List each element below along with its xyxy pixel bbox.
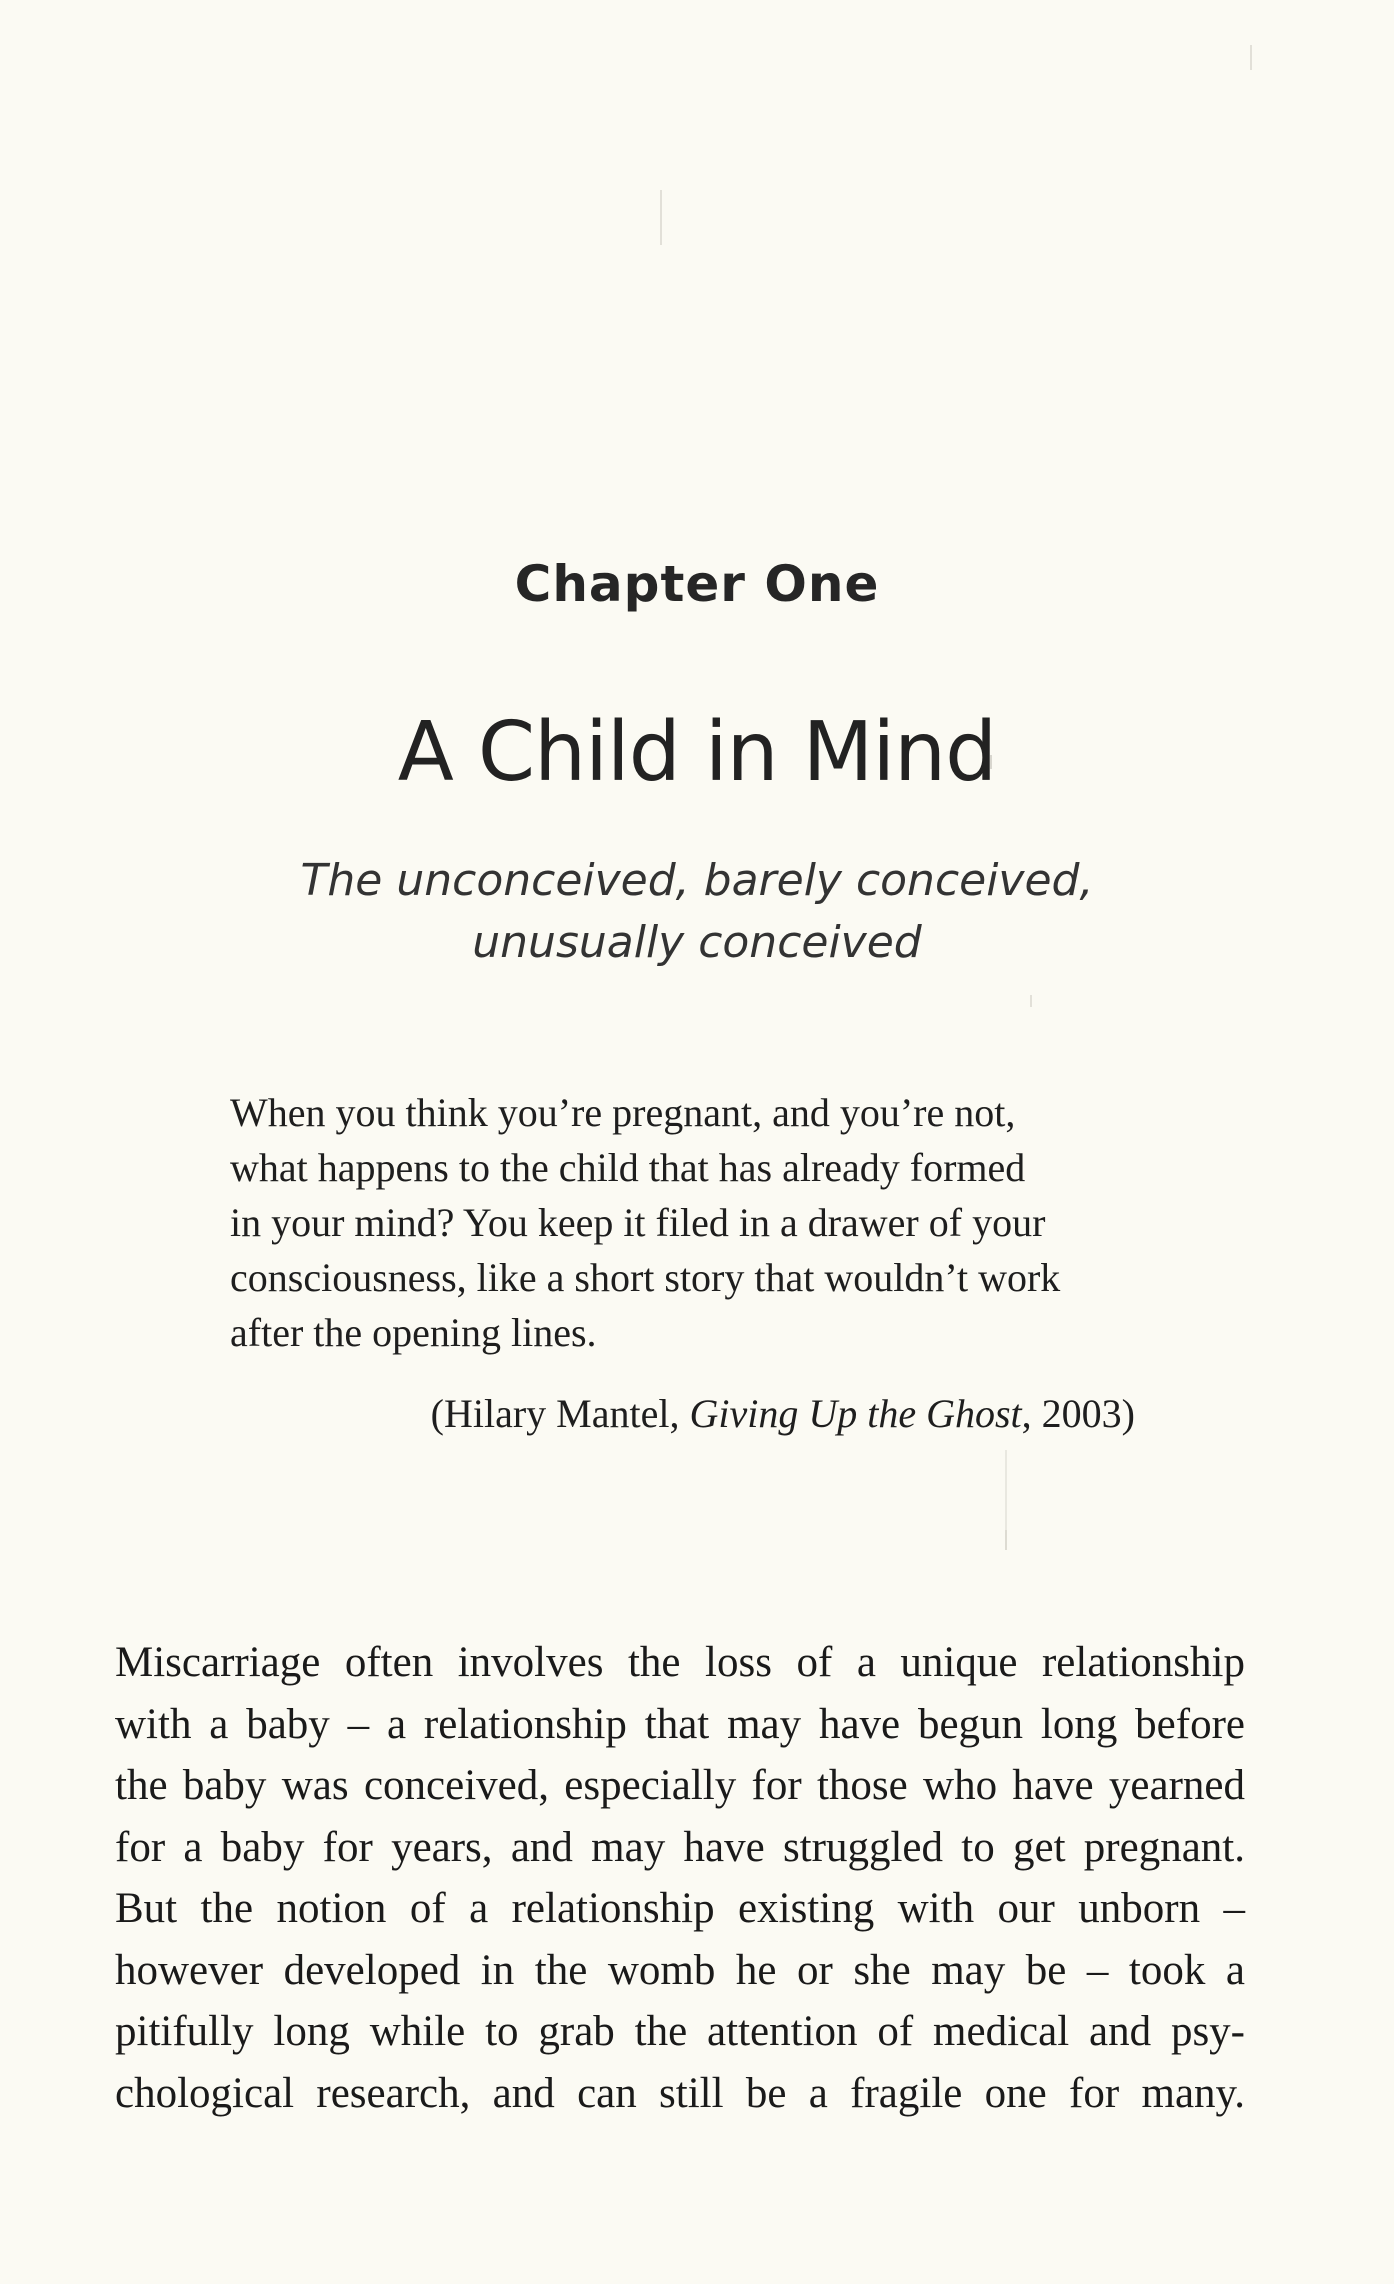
epigraph-line: what happens to the child that has already formed: [230, 1145, 1026, 1190]
scan-artifact: [1005, 1450, 1007, 1530]
chapter-number: Chapter One: [514, 555, 880, 613]
scan-artifact: [1030, 995, 1032, 1007]
epigraph-line: in your mind? You keep it filed in a drawer of your: [230, 1200, 1046, 1245]
attribution-year: , 2003): [1021, 1391, 1135, 1436]
chapter-subtitle: [0, 850, 1394, 974]
epigraph-line: after the opening lines.: [230, 1310, 597, 1355]
body-line: Miscarriage often involves the loss of a unique relationship: [115, 1639, 1245, 1686]
body-line: pitifully long while to grab the attention of medical and psy-: [115, 2008, 1245, 2055]
body-line: the baby was conceived, especially for those who have yearned: [115, 1762, 1245, 1809]
body-line: But the notion of a relationship existing with our unborn –: [115, 1885, 1245, 1932]
epigraph-attribution: [375, 1390, 1135, 1437]
body-paragraph: [115, 1632, 1245, 2124]
chapter-title: A Child in Mind: [397, 705, 997, 800]
body-line: however developed in the womb he or she may be – took a: [115, 1946, 1245, 1994]
epigraph-line: When you think you’re pregnant, and you’re not,: [230, 1090, 1016, 1135]
epigraph-line: consciousness, like a short story that wouldn’t work: [230, 1255, 1061, 1300]
chapter-subtitle-line: The unconceived, barely conceived,: [300, 855, 1094, 906]
epigraph-quote: [230, 1085, 1130, 1360]
scan-artifact: [1250, 45, 1252, 70]
body-line: for a baby for years, and may have struggled to get pregnant.: [115, 1823, 1245, 1871]
attribution-book-title: Giving Up the Ghost: [689, 1391, 1022, 1436]
chapter-subtitle-line: unusually conceived: [472, 917, 922, 968]
attribution-author: (Hilary Mantel,: [430, 1391, 690, 1436]
body-line: with a baby – a relationship that may have begun long before: [115, 1700, 1245, 1748]
scan-artifact: [660, 190, 662, 245]
scan-artifact: [1005, 1530, 1007, 1550]
body-line: chological research, and can still be a fragile one for many.: [115, 2069, 1245, 2117]
